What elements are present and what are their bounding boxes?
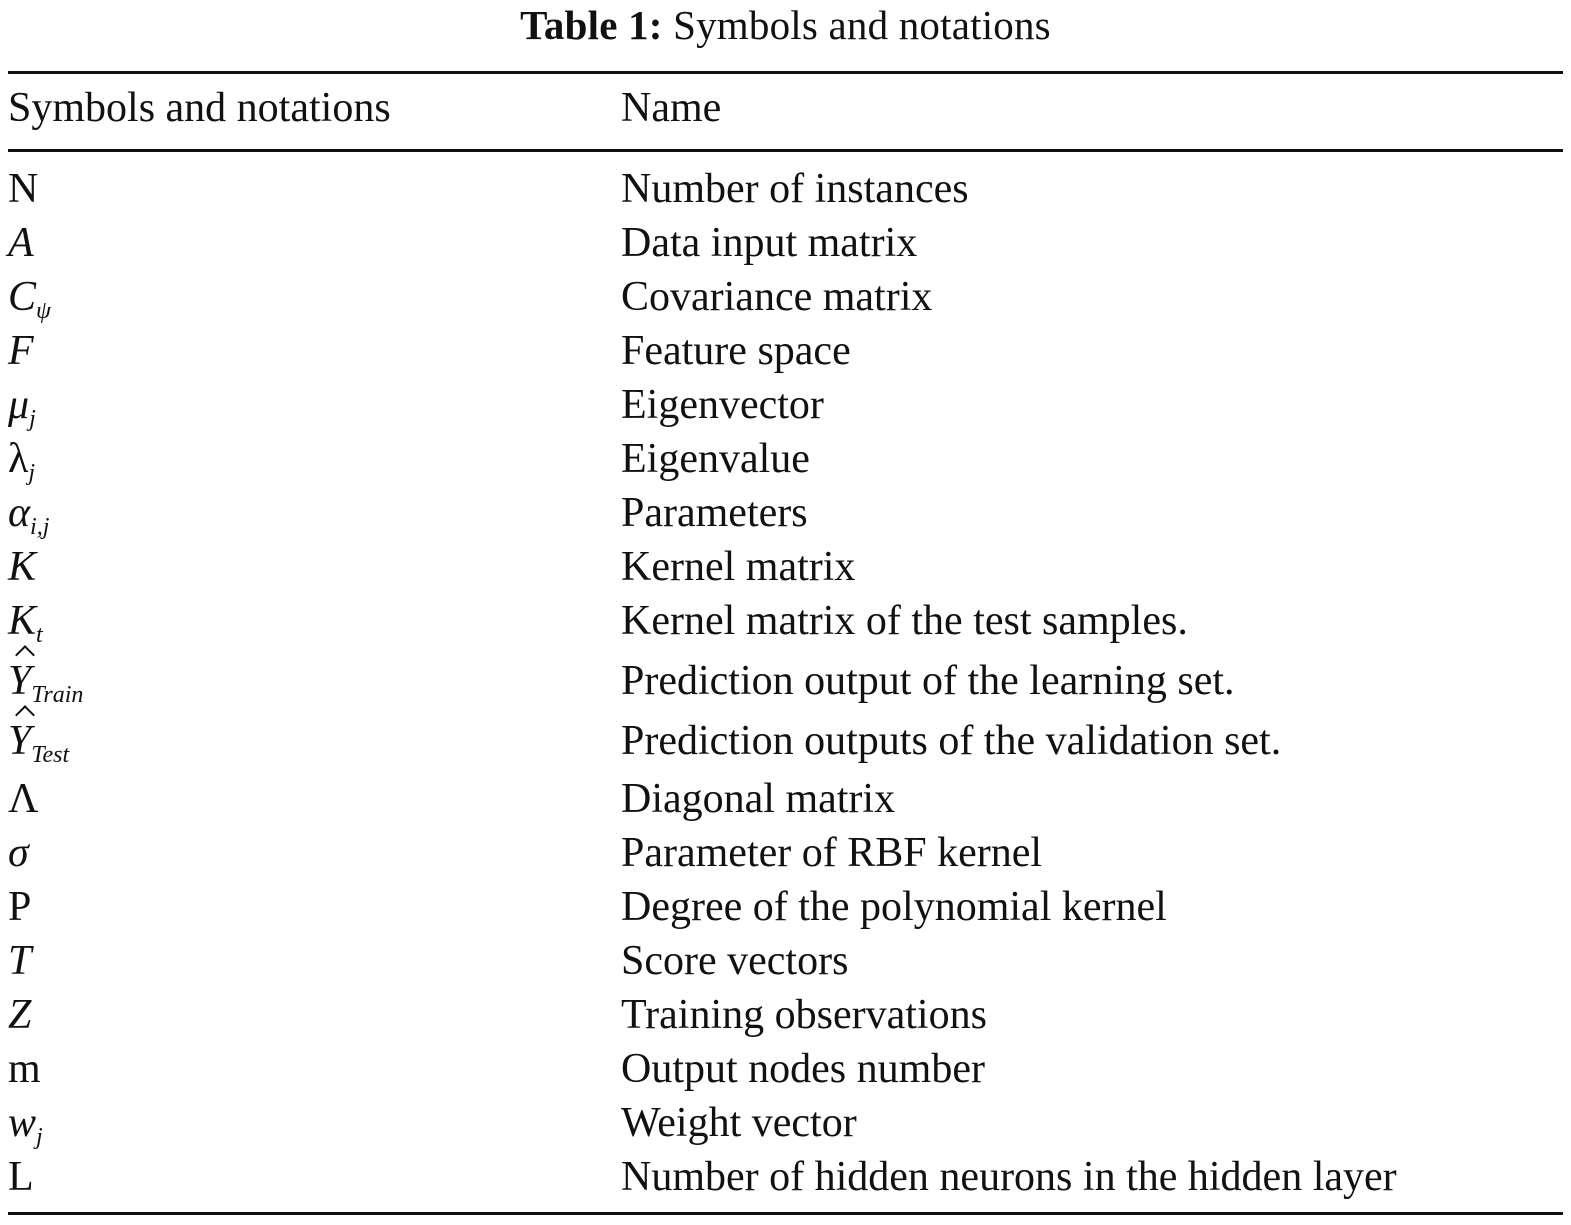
table-row — [0, 880, 1571, 934]
name-cell: Kernel matrix of the test samples. — [621, 598, 1188, 644]
name-cell: Prediction output of the learning set. — [621, 658, 1235, 704]
symbol-cell — [8, 654, 83, 708]
symbol-cell — [8, 1150, 34, 1204]
symbol-base: μ — [8, 382, 30, 428]
name-cell: Parameter of RBF kernel — [621, 830, 1043, 876]
name-cell: Number of hidden neurons in the hidden layer — [621, 1154, 1397, 1200]
name-cell: Data input matrix — [621, 220, 918, 266]
symbol-cell — [8, 378, 36, 432]
symbol-cell — [8, 162, 38, 216]
symbol-subscript: j — [28, 460, 36, 486]
symbol-base: A — [8, 220, 34, 266]
table-row — [0, 934, 1571, 988]
symbol-base: Z — [8, 992, 32, 1038]
symbol-cell — [8, 216, 34, 270]
symbol-cell — [8, 324, 34, 378]
symbol-base: σ — [8, 830, 29, 876]
symbol-cell — [8, 594, 43, 648]
table-top-rule — [8, 71, 1563, 74]
symbol-base: K — [8, 544, 37, 590]
name-cell: Prediction outputs of the validation set. — [621, 718, 1282, 764]
symbol-base: L — [8, 1154, 34, 1200]
name-cell: Degree of the polynomial kernel — [621, 884, 1167, 930]
symbol-cell — [8, 432, 35, 486]
table-row — [0, 378, 1571, 432]
symbol-cell — [8, 772, 38, 826]
table-body — [0, 162, 1571, 1207]
symbol-cell — [8, 714, 69, 768]
symbol-cell — [8, 988, 31, 1042]
table-header-row — [0, 78, 1571, 138]
table-row — [0, 1150, 1571, 1204]
table-row — [0, 324, 1571, 378]
header-symbols: Symbols and notations — [8, 85, 391, 131]
symbol-base: N — [8, 166, 39, 212]
symbol-base: λ — [8, 436, 29, 482]
table-row — [0, 1096, 1571, 1150]
name-cell: Output nodes number — [621, 1046, 985, 1092]
symbol-base: T — [8, 938, 32, 984]
name-cell: Diagonal matrix — [621, 776, 896, 822]
name-cell: Number of instances — [621, 166, 969, 212]
symbol-base: F — [8, 328, 34, 374]
table-row — [0, 486, 1571, 540]
symbol-subscript: j — [29, 406, 36, 432]
name-cell: Weight vector — [621, 1100, 857, 1146]
table-caption-text: Symbols and notations — [673, 2, 1051, 48]
symbol-base: Y — [8, 654, 31, 708]
table-row — [0, 654, 1571, 708]
name-cell: Training observations — [621, 992, 987, 1038]
name-cell: Parameters — [621, 490, 808, 536]
symbol-base: P — [8, 884, 32, 930]
symbol-base: C — [8, 274, 37, 320]
name-cell: Eigenvector — [621, 382, 824, 428]
name-cell: Eigenvalue — [621, 436, 810, 482]
symbol-subscript: j — [36, 1124, 43, 1150]
symbol-subscript: ψ — [36, 298, 51, 324]
symbol-base: Λ — [8, 776, 39, 822]
symbol-cell — [8, 934, 31, 988]
name-cell: Feature space — [621, 328, 851, 374]
header-name: Name — [621, 85, 722, 131]
table-row — [0, 432, 1571, 486]
table-row — [0, 826, 1571, 880]
table-row — [0, 216, 1571, 270]
table-row — [0, 1042, 1571, 1096]
name-cell: Covariance matrix — [621, 274, 933, 320]
symbol-subscript: Test — [31, 742, 70, 768]
symbol-cell — [8, 486, 49, 540]
symbol-base: Y — [8, 714, 31, 768]
table-row — [0, 988, 1571, 1042]
symbol-base: K — [8, 598, 37, 644]
table-caption — [0, 0, 1571, 50]
symbol-subscript: t — [36, 622, 43, 648]
symbol-base: w — [8, 1100, 37, 1146]
symbol-cell — [8, 540, 36, 594]
symbol-subscript: i,j — [30, 514, 50, 540]
symbol-cell — [8, 1042, 41, 1096]
table-row — [0, 270, 1571, 324]
table-row — [0, 714, 1571, 768]
symbol-base: α — [8, 490, 31, 536]
symbol-cell — [8, 1096, 43, 1150]
symbol-cell — [8, 270, 51, 324]
table-header-rule — [8, 149, 1563, 152]
symbol-cell — [8, 826, 29, 880]
table-row — [0, 772, 1571, 826]
table-caption-label: Table 1: — [520, 2, 663, 48]
name-cell: Score vectors — [621, 938, 849, 984]
symbol-subscript: Train — [31, 682, 84, 708]
name-cell: Kernel matrix — [621, 544, 856, 590]
symbol-cell — [8, 880, 31, 934]
table-row — [0, 540, 1571, 594]
table-bottom-rule — [8, 1212, 1563, 1215]
symbol-base: m — [8, 1046, 41, 1092]
table-row — [0, 594, 1571, 648]
table-row — [0, 162, 1571, 216]
